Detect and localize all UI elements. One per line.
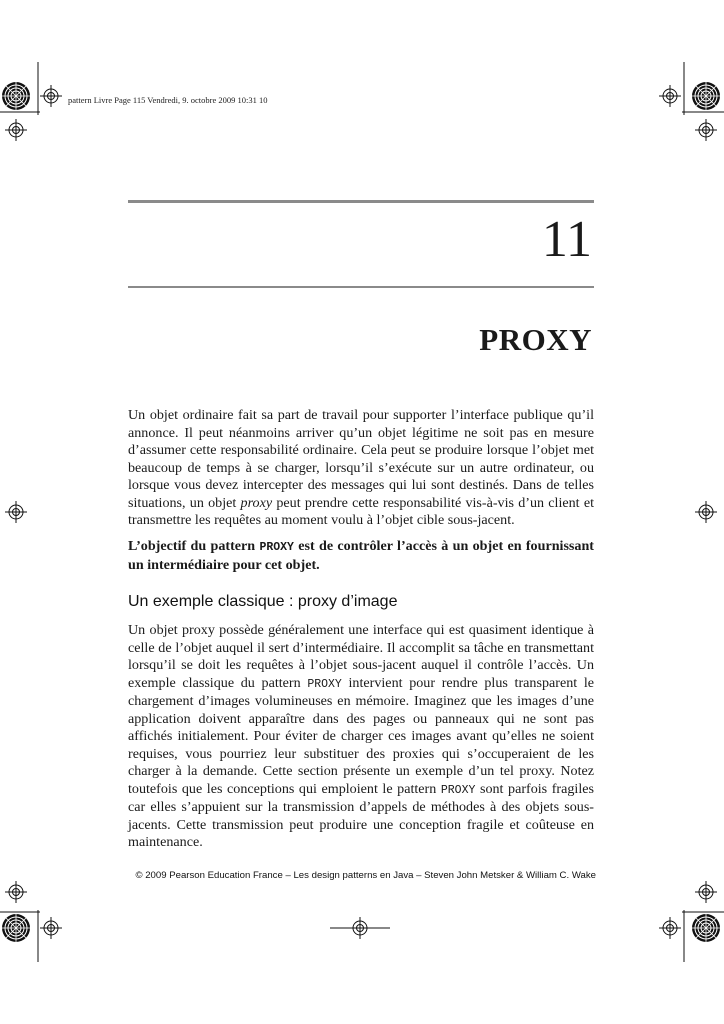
section-paragraph	[128, 622, 594, 852]
section-text-1: Un objet proxy possède généralement une interface qui est quasiment identique à celle de l’objet auquel il sert d’intermédiaire. Il accomplit sa tâche en transmettant lorsqu’il se doit les requêtes à l’objet sous-jacent auquel il contrôle l’accès. Un exemple classique du pattern	[128, 622, 594, 691]
chapter-title: PROXY	[479, 322, 592, 357]
intro-emphasis: proxy	[240, 494, 273, 511]
section-heading: Un exemple classique : proxy d’image	[128, 593, 398, 610]
section-pattern-name-2: PROXY	[440, 783, 476, 797]
chapter-bottom-rule	[128, 286, 594, 288]
intro-text-2: peut prendre cette responsabilité vis-à-vis d’un client et transmettre les requêtes au moment voulu à l’objet cible sous-jacent.	[128, 494, 594, 528]
section-pattern-name-1: PROXY	[307, 677, 342, 691]
print-slug-line: pattern Livre Page 115 Vendredi, 9. octobre 2009 10:31 10	[68, 95, 268, 105]
chapter-top-rule	[128, 200, 594, 203]
objective-text-2: est de contrôler l’accès à un objet en fournissant un intermédiaire pour cet objet.	[128, 538, 595, 573]
chapter-number: 11	[541, 211, 592, 268]
intro-paragraph	[128, 407, 594, 530]
section-text-2: intervient pour rendre plus transparent le chargement d’images volumineuses en mémoire. Imaginez que les images d’une application doivent apparaître dans des pages ou panneaux qui ne sont pas affichés initialement. Pour éviter de charger ces images avant qu’elles ne soient requises, vous pourriez leur substituer des proxies qui s’occuperaient de les charger à la demande. Cette section présente un exemple d’un tel proxy. Notez toutefois que les conceptions qui emploient le pattern	[128, 674, 595, 797]
copyright-footer: © 2009 Pearson Education France – Les design patterns en Java – Steven John Metsker & William C. Wake	[135, 870, 596, 881]
objective-text-1: L’objectif du pattern	[128, 538, 260, 554]
intro-text-1: Un objet ordinaire fait sa part de travail pour supporter l’interface publique qu’il annonce. Il peut néanmoins arriver qu’un objet légitime ne soit pas en mesure d’assumer cette responsabilité ordinaire. Cela peut se produire lorsque l’objet met beaucoup de temps à se charger, lorsqu’il s’exécute sur un autre ordinateur, ou lorsque vous devez intercepter des messages qui lui sont destinés. Dans de telles situations, un objet	[128, 407, 594, 511]
objective-statement	[128, 538, 594, 574]
objective-pattern-name: PROXY	[259, 541, 294, 554]
section-text-3: sont parfois fragiles car elles s’appuient sur la transmission d’appels de méthodes à des objets sous-jacents. Cette transmission peut produire une conception fragile et coûteuse en maintenance.	[128, 780, 594, 850]
